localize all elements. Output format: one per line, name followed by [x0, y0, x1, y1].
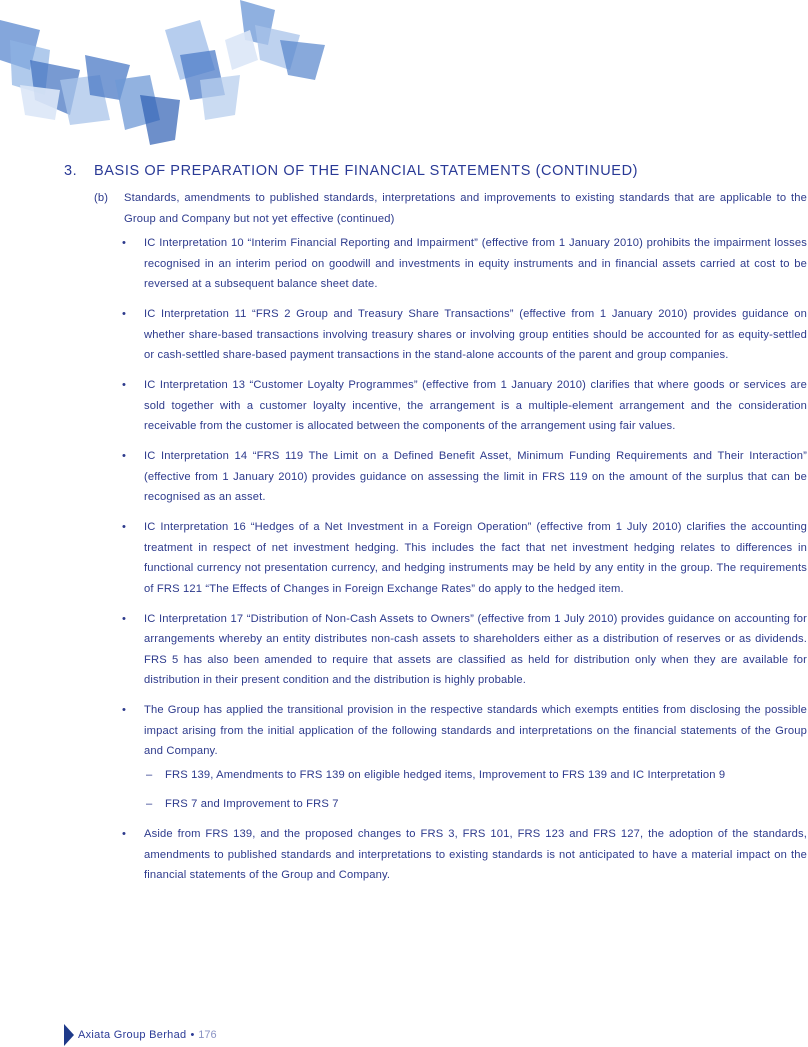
decorative-pattern-graphic [0, 0, 330, 150]
list-item [122, 824, 807, 886]
list-item-text: Aside from FRS 139, and the proposed changes to FRS 3, FRS 101, FRS 123 and FRS 127, the adoption of the standards, amendments to published standards and interpretations to existing standards is not anticipated to have a material impact on the financial statements of the Group and Company. [144, 828, 807, 881]
bullet-symbol: • [122, 450, 127, 462]
page-number: 176 [198, 1029, 217, 1041]
subsection-letter: (b) [94, 192, 109, 204]
list-item [122, 446, 807, 508]
list-item [122, 233, 807, 295]
bullet-symbol: • [122, 521, 127, 533]
list-item-text: The Group has applied the transitional provision in the respective standards which exempts entities from disclosing the possible impact arising from the initial application of the following standards and interpretations on the financial statements of the Group and Company. [144, 704, 807, 757]
sub-list-item [144, 765, 807, 786]
list-item [122, 375, 807, 437]
section-number: 3. [64, 163, 78, 179]
section-title: BASIS OF PREPARATION OF THE FINANCIAL STATEMENTS (CONTINUED) [94, 163, 639, 179]
sub-list-item [144, 794, 807, 815]
list-item [122, 517, 807, 599]
interpretations-list [122, 233, 807, 895]
sub-list-item-text: FRS 139, Amendments to FRS 139 on eligible hedged items, Improvement to FRS 139 and IC Interpretation 9 [165, 768, 726, 781]
dash-symbol: – [146, 768, 153, 781]
sub-list-item-text: FRS 7 and Improvement to FRS 7 [165, 798, 339, 810]
triangle-icon [64, 1024, 74, 1046]
list-item-text: IC Interpretation 14 “FRS 119 The Limit on a Defined Benefit Asset, Minimum Funding Requirements and Their Interaction” (effective from 1 January 2010) provides guidance on assessing the limit in FRS 119 on the amount of the surplus that can be recognised as an asset. [144, 450, 807, 503]
bullet-symbol: • [122, 308, 127, 320]
list-item-text: IC Interpretation 13 “Customer Loyalty Programmes” (effective from 1 January 2010) clarifies that where goods or services are sold together with a customer loyalty incentive, the arrangement is a multiple-element arrangement and the consideration receivable from the customer is allocated between the components of the arrangement using fair values. [144, 379, 807, 432]
list-item-text: IC Interpretation 17 “Distribution of Non-Cash Assets to Owners” (effective from 1 July 2010) provides guidance on accounting for arrangements whereby an entity distributes non-cash assets to shareholders either as a distribution of reserves or as dividends. FRS 5 has also been amended to require that assets are classified as held for distribution only when they are available for distribution in their present condition and the distribution is highly probable. [144, 612, 807, 686]
list-item [122, 700, 807, 815]
page-footer [64, 1024, 217, 1046]
footer-company-name: Axiata Group Berhad [78, 1029, 187, 1041]
sub-list [144, 765, 807, 815]
bullet-symbol: • [122, 704, 127, 716]
list-item [122, 609, 807, 691]
bullet-symbol: • [122, 237, 127, 249]
subsection-b [94, 188, 807, 229]
list-item-text: IC Interpretation 10 “Interim Financial Reporting and Impairment” (effective from 1 January 2010) prohibits the impairment losses recognised in an interim period on goodwill and investments in equity instruments and in financial assets carried at cost to be reversed at a subsequent balance sheet date. [144, 237, 807, 290]
list-item-text: IC Interpretation 11 “FRS 2 Group and Treasury Share Transactions” (effective from 1 January 2010) provides guidance on whether share-based transactions involving treasury shares or involving group entities should be accounted for as equity-settled or cash-settled share-based payment transactions in the stand-alone accounts of the parent and group companies. [144, 308, 807, 361]
list-item-text: IC Interpretation 16 “Hedges of a Net Investment in a Foreign Operation” (effective from 1 July 2010) clarifies the accounting treatment in respect of net investment hedging. This includes the fact that net investment hedging relates to differences in functional currency not presentation currency, and hedging instruments may be held by any entity in the group. The requirements of FRS 121 “The Effects of Changes in Foreign Exchange Rates” do apply to the hedged item. [144, 521, 807, 595]
bullet-symbol: • [122, 379, 127, 391]
dash-symbol: – [146, 798, 153, 810]
subsection-text: Standards, amendments to published standards, interpretations and improvements to existing standards that are applicable to the Group and Company but not yet effective (continued) [124, 192, 807, 225]
bullet-symbol: • [122, 828, 127, 840]
section-heading [64, 163, 638, 179]
bullet-symbol: • [122, 612, 127, 625]
list-item [122, 304, 807, 366]
footer-separator: • [190, 1029, 195, 1041]
